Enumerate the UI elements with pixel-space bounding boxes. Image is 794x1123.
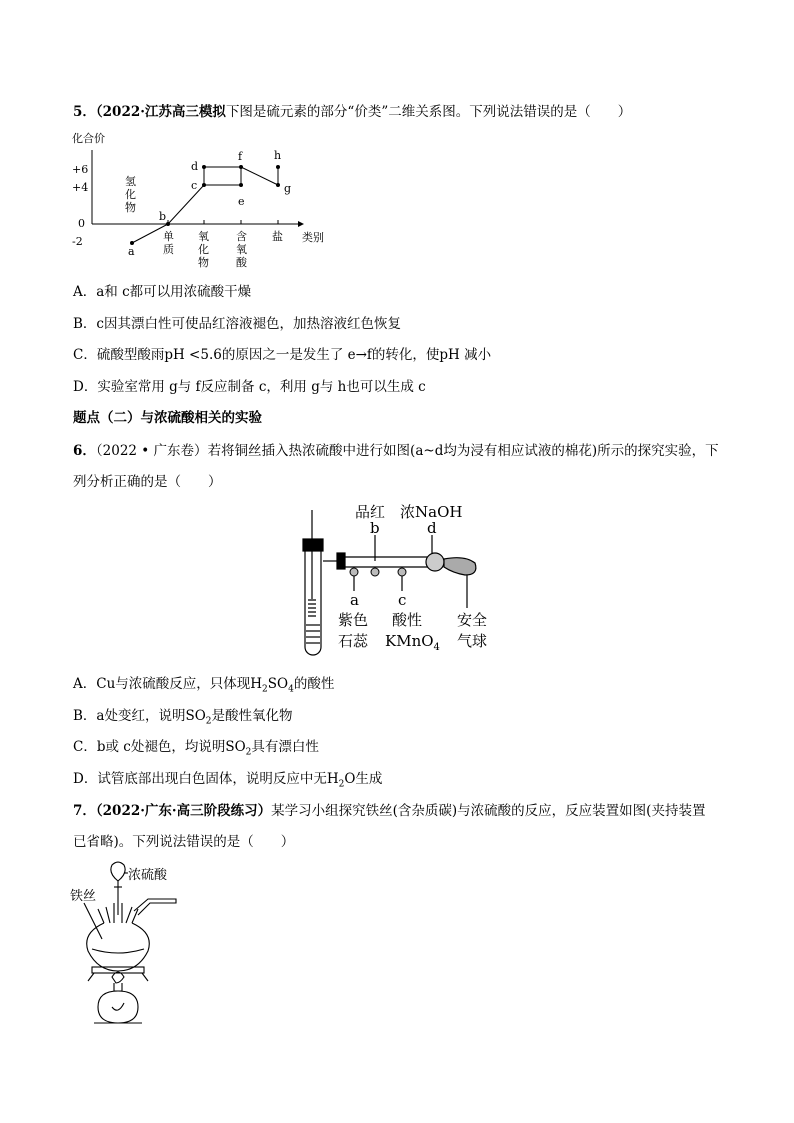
letter-b: b: [370, 519, 380, 537]
q6-stem-line1: [73, 442, 719, 460]
option-label: B．: [73, 316, 97, 332]
option-text: SO: [267, 676, 289, 692]
cat-oxide-2: 化: [198, 243, 209, 256]
label-iron-wire: 铁丝: [70, 889, 97, 904]
x-axis-arrow: [298, 221, 304, 227]
point-a: [130, 241, 134, 245]
iron-wire-icon: [84, 903, 102, 939]
test-tube-icon: [305, 551, 321, 655]
q7-text-1: 某学习小组探究铁丝(含杂质碳)与浓硫酸的反应，反应装置如图(夹持装置: [271, 803, 706, 819]
safety-balloon-icon: [444, 558, 476, 575]
cotton-d-icon: [426, 553, 444, 571]
option-label: C．: [73, 347, 97, 363]
cat-oxide-3: 物: [198, 256, 209, 269]
q6-option-b: [73, 707, 293, 731]
y-tick-0: 0: [78, 217, 85, 230]
q6-text-1: 若将铜丝插入热浓硫酸中进行如图(a~d均为浸有相应试液的棉花)所示的探究实验，下: [207, 443, 719, 459]
point-label-e: e: [238, 195, 245, 208]
point-label-g: g: [284, 182, 292, 195]
y-tick-plus4: +4: [72, 181, 89, 194]
q5-number: 5．: [73, 104, 96, 120]
label-kmno4: KMnO$_4$: [385, 632, 440, 653]
option-text: 具有漂白性: [251, 739, 319, 755]
point-f: [239, 165, 243, 169]
q6-source: （2022 • 广东卷）: [95, 443, 208, 459]
q6-apparatus-figure: [295, 495, 505, 665]
q7-apparatus-figure: [68, 857, 198, 1032]
cat-salt: 盐: [272, 230, 283, 243]
option-text: 实验室常用 g与 f反应制备 c，利用 g与 h也可以生成 c: [97, 379, 426, 395]
cotton-b-icon: [371, 568, 379, 576]
subscript: 2: [205, 716, 212, 727]
cat-hydride-1: 氢: [125, 175, 136, 188]
label-qiqiu: 气球: [457, 632, 488, 650]
option-label: B．: [73, 708, 97, 724]
subscript: 2: [262, 684, 268, 695]
cat-oxyacid-3: 酸: [236, 256, 247, 269]
alcohol-lamp-icon: [98, 991, 138, 1023]
q7-number: 7．: [73, 803, 96, 819]
three-neck-flask-icon: [87, 923, 150, 971]
q6-option-c: [73, 738, 319, 762]
option-text: b或 c处褪色，均说明SO: [96, 739, 246, 755]
option-label: C．: [73, 739, 97, 755]
y-tick-plus6: +6: [72, 163, 89, 176]
label-conc-acid: 浓硫酸: [128, 868, 168, 883]
point-d: [202, 165, 206, 169]
option-label: D．: [73, 771, 98, 787]
cat-element-1: 单: [163, 230, 174, 243]
point-h: [276, 165, 280, 169]
dropping-funnel-icon: [111, 862, 125, 881]
option-text: O生成: [344, 771, 383, 787]
point-g: [276, 183, 280, 187]
label-suanxing: 酸性: [392, 611, 423, 629]
option-label: A．: [73, 284, 97, 300]
q5-source: （2022·江苏高三模拟: [95, 104, 226, 120]
subscript: 2: [245, 747, 252, 758]
point-label-b: b: [159, 210, 167, 223]
label-pinhong: 品红: [355, 503, 386, 521]
q7-stem-line2: 已省略)。下列说法错误的是（ ）: [73, 834, 295, 850]
q6-option-d: [73, 770, 382, 794]
option-text: 硫酸型酸雨pH <5.6的原因之一是发生了 e→f的转化，使pH 减小: [96, 347, 492, 363]
cat-oxide-1: 氧: [198, 230, 209, 243]
flame-icon: [112, 972, 124, 983]
section-heading: 题点（二）与浓硫酸相关的实验: [73, 410, 262, 426]
q5-option-a: [73, 283, 251, 301]
q5-option-c: [73, 346, 491, 364]
gas-outlet-tube-icon: [134, 899, 176, 915]
letter-a: a: [350, 591, 359, 609]
cat-oxyacid-2: 氧: [236, 243, 247, 256]
y-axis-label: 化合价: [72, 132, 105, 145]
glass-tube-icon: [345, 557, 435, 567]
y-tick-minus2: -2: [72, 235, 83, 248]
q7-source: （2022·广东·高三阶段练习）: [95, 803, 272, 819]
q5-valence-chart: [72, 128, 342, 273]
label-shirui: 石蕊: [338, 632, 369, 650]
option-text: 的酸性: [293, 676, 335, 692]
option-text: c因其漂白性可使品红溶液褪色，加热溶液红色恢复: [96, 316, 401, 332]
point-label-h: h: [274, 149, 282, 162]
option-text: 是酸性氧化物: [211, 708, 293, 724]
option-label: D．: [73, 379, 98, 395]
stopper-icon: [303, 539, 323, 551]
copper-coil-icon: [308, 600, 316, 616]
point-b: [166, 222, 170, 226]
point-label-c: c: [191, 179, 198, 192]
label-zise: 紫色: [338, 611, 369, 629]
x-axis-label: 类别: [302, 231, 324, 244]
cat-hydride-2: 化: [125, 188, 136, 201]
cat-element-2: 质: [163, 243, 174, 256]
q5-option-b: [73, 315, 401, 333]
cat-hydride-3: 物: [125, 201, 136, 214]
q5-stem: [73, 103, 631, 121]
option-text: a和 c都可以用浓硫酸干燥: [96, 284, 252, 300]
subscript: 2: [338, 779, 345, 790]
point-label-d: d: [191, 160, 199, 173]
label-naoh: 浓NaOH: [400, 503, 463, 521]
letter-c: c: [398, 591, 407, 609]
q7-stem-line1: [73, 802, 705, 820]
q6-stem-line2: 列分析正确的是（ ）: [73, 474, 222, 490]
letter-d: d: [427, 519, 437, 537]
q5-text: 下图是硫元素的部分“价类”二维关系图。下列说法错误的是（ ）: [225, 104, 632, 120]
cat-oxyacid-1: 含: [236, 230, 247, 243]
q6-number: 6．: [73, 443, 96, 459]
point-label-a: a: [128, 245, 135, 258]
option-text: a处变红，说明SO: [96, 708, 206, 724]
q6-option-a: [73, 675, 334, 699]
subscript: 4: [288, 684, 294, 695]
label-anquan: 安全: [457, 611, 488, 629]
cotton-a-icon: [350, 568, 358, 576]
point-c: [202, 183, 206, 187]
option-text: 试管底部出现白色固体，说明反应中无H: [97, 771, 339, 787]
tube-stopper-icon: [337, 553, 345, 569]
q5-option-d: [73, 378, 426, 396]
option-text: Cu与浓硫酸反应，只体现H: [96, 676, 263, 692]
cotton-c-icon: [398, 568, 406, 576]
option-label: A．: [73, 676, 97, 692]
point-e: [239, 183, 243, 187]
point-label-f: f: [238, 150, 243, 163]
